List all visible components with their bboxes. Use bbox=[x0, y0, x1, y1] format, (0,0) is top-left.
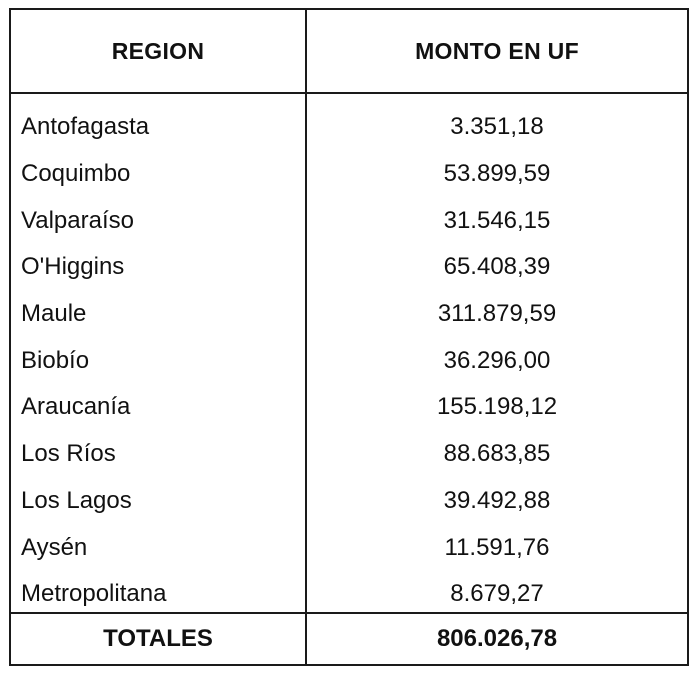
region-cell bbox=[11, 104, 305, 151]
table-row bbox=[11, 244, 687, 291]
header-cell-region bbox=[11, 10, 305, 92]
amount-cell bbox=[307, 571, 687, 618]
region-cell bbox=[11, 291, 305, 338]
table-row bbox=[11, 104, 687, 151]
region-amount-table bbox=[9, 8, 689, 666]
amount-value: 11.591,76 bbox=[444, 533, 550, 561]
region-cell bbox=[11, 571, 305, 618]
table-row bbox=[11, 151, 687, 198]
region-cell bbox=[11, 337, 305, 384]
amount-value: 3.351,18 bbox=[450, 113, 544, 141]
totals-label-cell bbox=[11, 614, 305, 664]
amount-cell bbox=[307, 197, 687, 244]
header-amount-label: MONTO EN UF bbox=[415, 37, 579, 64]
table-row bbox=[11, 291, 687, 338]
amount-cell bbox=[307, 431, 687, 478]
amount-cell bbox=[307, 291, 687, 338]
amount-value: 53.899,59 bbox=[443, 160, 551, 188]
region-cell bbox=[11, 384, 305, 431]
amount-cell bbox=[307, 104, 687, 151]
amount-value: 36.296,00 bbox=[443, 346, 551, 374]
region-name: Los Ríos bbox=[21, 440, 116, 468]
table-body bbox=[11, 104, 687, 618]
table-row bbox=[11, 571, 687, 618]
amount-value: 88.683,85 bbox=[443, 440, 551, 468]
table-row bbox=[11, 337, 687, 384]
header-cell-amount bbox=[307, 10, 687, 92]
region-name: Maule bbox=[21, 300, 87, 328]
region-cell bbox=[11, 478, 305, 525]
amount-cell bbox=[307, 524, 687, 571]
region-name: Biobío bbox=[21, 346, 90, 374]
amount-value: 65.408,39 bbox=[443, 253, 551, 281]
region-name: Valparaíso bbox=[21, 206, 134, 234]
table-row bbox=[11, 197, 687, 244]
amount-cell bbox=[307, 151, 687, 198]
region-name: Aysén bbox=[21, 533, 88, 561]
amount-cell bbox=[307, 337, 687, 384]
totals-row bbox=[11, 612, 687, 664]
region-cell bbox=[11, 524, 305, 571]
table-row bbox=[11, 431, 687, 478]
amount-value: 8.679,27 bbox=[450, 580, 544, 608]
amount-value: 155.198,12 bbox=[436, 393, 558, 421]
table-row bbox=[11, 478, 687, 525]
region-cell bbox=[11, 151, 305, 198]
table-row bbox=[11, 524, 687, 571]
totals-amount-cell bbox=[307, 614, 687, 664]
region-name: Araucanía bbox=[21, 393, 131, 421]
region-cell bbox=[11, 197, 305, 244]
region-cell bbox=[11, 244, 305, 291]
region-name: Antofagasta bbox=[21, 113, 150, 141]
amount-cell bbox=[307, 384, 687, 431]
header-region-label: REGION bbox=[111, 37, 205, 64]
amount-cell bbox=[307, 244, 687, 291]
region-name: Metropolitana bbox=[21, 580, 167, 608]
totals-amount: 806.026,78 bbox=[436, 625, 558, 652]
table-header-row bbox=[11, 10, 687, 94]
amount-value: 39.492,88 bbox=[443, 486, 551, 514]
region-cell bbox=[11, 431, 305, 478]
amount-value: 31.546,15 bbox=[443, 206, 551, 234]
region-name: Coquimbo bbox=[21, 160, 131, 188]
totals-label: TOTALES bbox=[103, 625, 213, 652]
amount-cell bbox=[307, 478, 687, 525]
region-name: O'Higgins bbox=[21, 253, 125, 281]
region-name: Los Lagos bbox=[21, 486, 132, 514]
amount-value: 311.879,59 bbox=[437, 300, 557, 328]
table-row bbox=[11, 384, 687, 431]
